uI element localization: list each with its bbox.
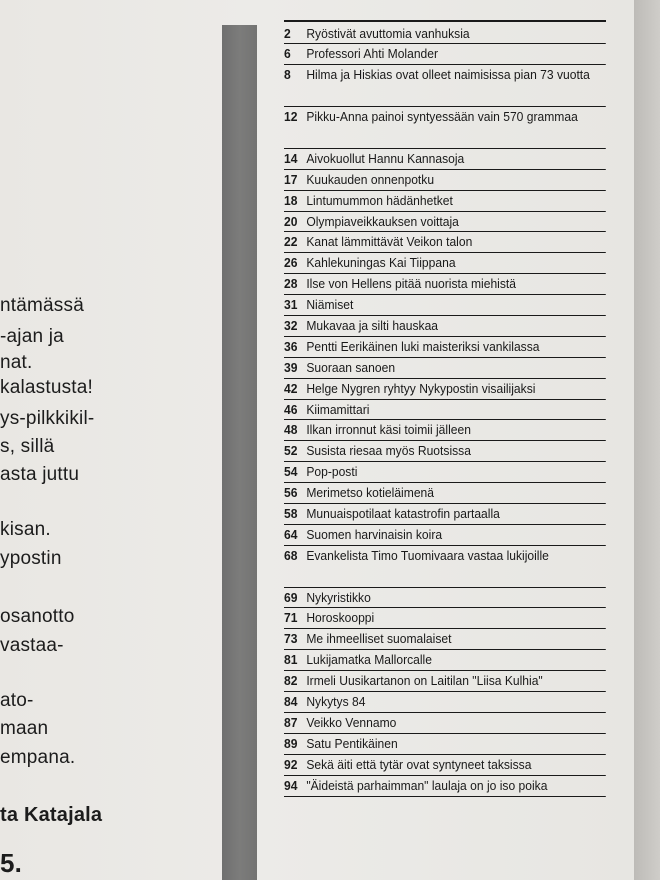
toc-page-number: 81 [284,652,298,668]
toc-row [284,776,606,797]
article-line: nat. [0,352,33,373]
toc-page-number: 64 [284,526,298,542]
toc-row [284,462,606,483]
toc-title: Helge Nygren ryhtyy Nykypostin visailijaksi [306,380,536,396]
toc-title: Kuukauden onnenpotku [306,171,435,187]
toc-top-rule [284,20,606,22]
toc-row [284,734,606,755]
toc-row [284,420,606,441]
toc-title: Pentti Eerikäinen luki maisteriksi vankilassa [306,338,540,354]
toc-row [284,525,606,546]
toc-title: Ilkan irronnut käsi toimii jälleen [306,422,471,438]
toc-row [284,24,606,45]
toc-title: Veikko Vennamo [306,714,397,730]
toc-row [284,274,606,295]
toc-row [284,692,606,713]
toc-title: Lintumummon hädänhetket [306,192,453,208]
toc-title: Ryöstivät avuttomia vanhuksia [306,25,470,41]
toc-title: Suoraan sanoen [306,359,396,375]
toc-title: Mukavaa ja silti hauskaa [306,318,439,333]
article-line: osanotto [0,606,75,627]
toc-title: Irmeli Uusikartanon on Laitilan "Liisa Kulhia" [306,673,543,689]
toc-page-number: 87 [284,714,298,730]
toc-title: Lukijamatka Mallorcalle [306,652,432,668]
article-line: vastaa- [0,635,64,656]
toc-page-number: 22 [284,234,298,250]
article-line: ato- [0,690,34,711]
toc-row [284,253,606,274]
toc-page-number: 52 [284,443,298,459]
toc-row [284,629,606,650]
page-edge [634,0,660,880]
toc-row [284,713,606,734]
toc-page-number: 46 [284,401,298,417]
toc-title: Satu Pentikäinen [306,735,398,751]
toc-row [284,358,606,379]
toc-title: Kahlekuningas Kai Tiippana [306,255,456,271]
toc-row [284,608,606,629]
toc-title: Kanat lämmittävät Veikon talon [306,234,473,250]
author-byline: ta Katajala [0,804,103,826]
article-line: empana. [0,747,76,768]
toc-row [284,588,606,609]
toc-row [284,441,606,462]
toc-title: Merimetso kotieläimenä [306,485,434,501]
toc-title: Ilse von Hellens pitää nuorista miehistä [306,276,516,292]
toc-title: Munuaispotilaat katastrofin partaalla [306,506,500,522]
toc-page-number: 36 [284,338,298,354]
toc-page-number: 73 [284,631,298,647]
toc-row [284,546,606,588]
article-line: -ajan ja [0,326,64,347]
toc-title: Suomen harvinaisin koira [306,526,443,542]
toc-row [284,650,606,671]
toc-page-number: 69 [284,589,298,605]
toc-row [284,337,606,358]
decorative-gray-bar [222,25,257,880]
toc-row [284,671,606,692]
toc-page-number: 8 [284,67,291,83]
toc-page-number: 12 [284,109,298,125]
toc-row [284,170,606,191]
toc-page-number: 68 [284,547,298,563]
toc-page-number: 89 [284,735,298,751]
toc-row [284,212,606,233]
toc-title: Susista riesaa myös Ruotsissa [306,443,471,459]
toc-page-number: 31 [284,297,298,313]
toc-page-number: 2 [284,25,291,41]
toc-row [284,400,606,421]
toc-title: Pikku-Anna painoi syntyessään vain 570 grammaa [306,109,578,125]
toc-row [284,379,606,400]
article-line: ypostin [0,548,62,569]
toc-row [284,316,606,337]
toc-title: Hilma ja Hiskias ovat olleet naimisissa pian 73 vuotta [306,67,590,83]
article-line: kalastusta! [0,377,94,398]
toc-row [284,191,606,212]
article-line: ys-pilkkikil- [0,408,95,429]
toc-page-number: 28 [284,276,298,292]
article-line: maan [0,718,49,739]
toc-page-number: 18 [284,192,298,208]
toc-page-number: 82 [284,673,298,689]
toc-row [284,232,606,253]
toc-title: Niämiset [306,297,354,313]
toc-row [284,504,606,525]
toc-title: Nykytys 84 [306,694,366,710]
toc-page-number: 84 [284,694,298,710]
toc-page-number: 26 [284,255,298,271]
table-of-contents [284,20,606,797]
toc-page-number: 92 [284,756,298,772]
toc-page-number: 32 [284,318,298,333]
toc-row [284,149,606,170]
toc-page-number: 71 [284,610,298,626]
toc-page-number: 6 [284,46,291,62]
toc-list [284,24,606,797]
left-article-column [0,0,210,880]
toc-title: Olympiaveikkauksen voittaja [306,213,459,229]
toc-page-number: 39 [284,359,298,375]
toc-row [284,755,606,776]
toc-row [284,44,606,65]
toc-row [284,483,606,504]
toc-title: Sekä äiti että tytär ovat syntyneet taksissa [306,756,532,772]
article-line: s, sillä [0,436,55,457]
page-number: 5. [0,848,23,878]
toc-page-number: 14 [284,150,298,166]
article-line: kisan. [0,519,51,540]
toc-title: Professori Ahti Molander [306,46,439,62]
toc-page-number: 20 [284,213,298,229]
toc-page-number: 56 [284,485,298,501]
article-line: asta juttu [0,464,80,485]
toc-title: Pop-posti [306,464,358,480]
toc-title: Nykyristikko [306,589,371,605]
article-line: ntämässä [0,295,84,316]
toc-page-number: 94 [284,777,298,793]
toc-page-number: 42 [284,380,298,396]
toc-title: "Äideistä parhaimman" laulaja on jo iso poika [306,777,548,793]
toc-page-number: 17 [284,171,298,187]
toc-page-number: 54 [284,464,298,480]
toc-title: Me ihmeelliset suomalaiset [306,631,452,647]
toc-row [284,107,606,149]
toc-row [284,295,606,316]
toc-page-number: 58 [284,506,298,522]
toc-title: Horoskooppi [306,610,375,626]
toc-title: Evankelista Timo Tuomivaara vastaa lukijoille [306,547,549,563]
toc-title: Kiimamittari [306,401,370,417]
toc-row [284,65,606,107]
toc-title: Aivokuollut Hannu Kannasoja [306,150,465,166]
toc-page-number: 48 [284,422,298,438]
